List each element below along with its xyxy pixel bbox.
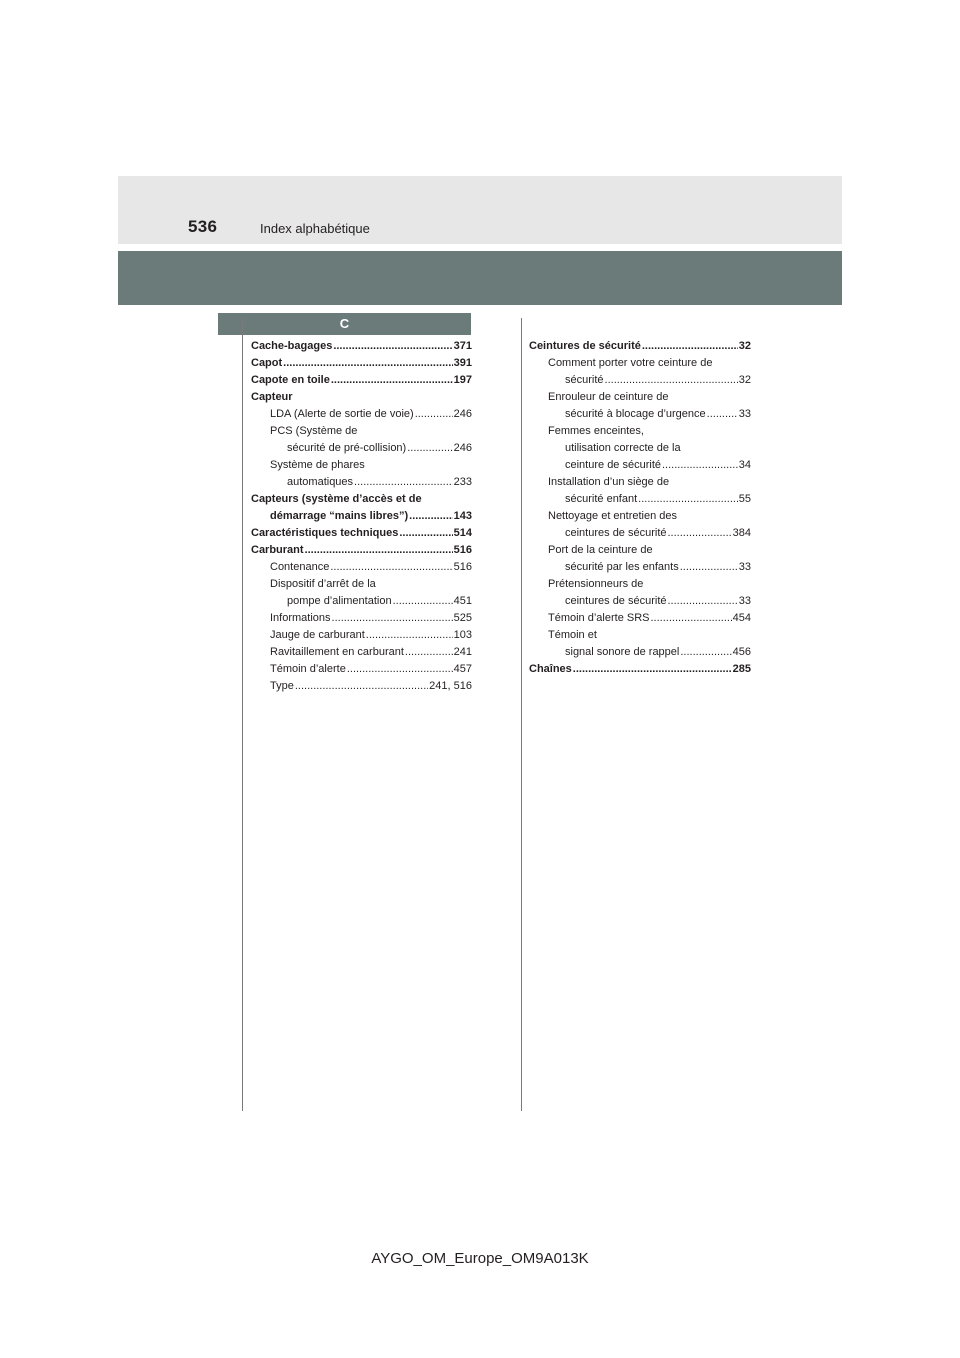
index-entry-page: 285 [732, 663, 751, 675]
index-entry-page: 384 [732, 527, 751, 539]
index-entry-page: 371 [453, 340, 472, 352]
index-entry-page: 241, 516 [429, 680, 472, 692]
index-column-right [529, 338, 751, 678]
index-entry-text: Témoin d’alerte [270, 663, 346, 675]
index-entry [251, 559, 472, 576]
index-entry-text: ceintures de sécurité [565, 595, 667, 607]
index-entry-text: pompe d’alimentation [287, 595, 392, 607]
index-entry-text: Ravitaillement en carburant [270, 646, 404, 658]
index-entry [529, 644, 751, 661]
dot-leader [573, 661, 732, 678]
index-entry [251, 389, 472, 406]
index-entry-text: Comment porter votre ceinture de [548, 357, 713, 369]
index-entry-text: Installation d’un siège de [548, 476, 670, 488]
index-entry-page: 516 [453, 561, 472, 573]
dot-leader [680, 644, 731, 661]
dot-leader [330, 559, 452, 576]
index-entry [529, 542, 751, 559]
dot-leader [638, 491, 738, 508]
dot-leader [668, 525, 732, 542]
index-entry-text: signal sonore de rappel [565, 646, 680, 658]
index-entry [529, 508, 751, 525]
index-letter-tab: C [218, 313, 471, 335]
index-entry [251, 542, 472, 559]
index-entry [251, 491, 472, 508]
index-entry [529, 661, 751, 678]
index-entry [251, 338, 472, 355]
index-entry-text: automatiques [287, 476, 354, 488]
index-entry-text: Carburant [251, 544, 304, 556]
index-entry-text: Témoin et [548, 629, 597, 641]
index-entry-text: Port de la ceinture de [548, 544, 653, 556]
index-entry-text: Capot [251, 357, 283, 369]
index-entry [251, 525, 472, 542]
dot-leader [354, 474, 453, 491]
section-title: Index alphabétique [260, 221, 370, 236]
index-entry-page: 32 [738, 374, 751, 386]
dot-leader [642, 338, 738, 355]
index-entry [529, 338, 751, 355]
index-entry-page: 246 [453, 442, 472, 454]
index-entry [251, 576, 472, 593]
index-entry [529, 576, 751, 593]
dot-leader [668, 593, 738, 610]
index-entry-page: 233 [453, 476, 472, 488]
index-entry-page: 516 [453, 544, 472, 556]
index-entry-text: Contenance [270, 561, 330, 573]
index-entry [251, 355, 472, 372]
index-entry [529, 372, 751, 389]
index-entry-page: 33 [738, 561, 751, 573]
index-entry-text: sécurité par les enfants [565, 561, 679, 573]
header-band [118, 176, 842, 244]
index-entry-text: Capote en toile [251, 374, 330, 386]
index-entry-text: démarrage “mains libres”) [270, 510, 409, 522]
index-entry-text: ceinture de sécurité [565, 459, 661, 471]
dot-leader [707, 406, 738, 423]
index-entry-page: 454 [732, 612, 751, 624]
index-entry [529, 423, 751, 440]
index-entry-page: 34 [738, 459, 751, 471]
index-entry [529, 559, 751, 576]
index-entry [529, 525, 751, 542]
index-entry [251, 508, 472, 525]
dot-leader [405, 644, 453, 661]
index-entry-text: Dispositif d’arrêt de la [270, 578, 376, 590]
dot-leader [347, 661, 453, 678]
dot-leader [366, 627, 453, 644]
index-entry [251, 423, 472, 440]
dot-leader [415, 406, 453, 423]
page-number: 536 [188, 217, 218, 236]
index-entry [251, 372, 472, 389]
index-entry [529, 474, 751, 491]
dot-leader [295, 678, 428, 695]
index-entry [251, 440, 472, 457]
index-entry-text: sécurité de pré-collision) [287, 442, 407, 454]
index-entry-page: 32 [738, 340, 751, 352]
index-entry-page: 246 [453, 408, 472, 420]
index-entry-text: sécurité [565, 374, 604, 386]
index-entry-text: Système de phares [270, 459, 365, 471]
index-entry-page: 514 [453, 527, 472, 539]
index-entry [251, 627, 472, 644]
index-entry [251, 610, 472, 627]
dot-leader [393, 593, 453, 610]
index-entry-page: 197 [453, 374, 472, 386]
index-entry-page: 241 [453, 646, 472, 658]
index-entry [529, 593, 751, 610]
dot-leader [651, 610, 732, 627]
index-entry-text: Informations [270, 612, 331, 624]
index-entry-text: ceintures de sécurité [565, 527, 667, 539]
index-entry [529, 389, 751, 406]
index-entry [251, 661, 472, 678]
index-entry [251, 457, 472, 474]
index-entry-page: 33 [738, 595, 751, 607]
index-entry-text: Caractéristiques techniques [251, 527, 399, 539]
index-entry-text: Capteur [251, 391, 293, 403]
index-entry [529, 355, 751, 372]
left-column-rule [242, 318, 243, 1111]
index-column-left [251, 338, 472, 695]
index-entry-text: sécurité à blocage d’urgence [565, 408, 706, 420]
index-entry-text: Cache-bagages [251, 340, 333, 352]
index-entry-text: Enrouleur de ceinture de [548, 391, 669, 403]
index-entry-text: Type [270, 680, 294, 692]
dot-leader [662, 457, 738, 474]
dot-leader [331, 372, 453, 389]
dot-leader [605, 372, 738, 389]
index-entry [529, 457, 751, 474]
index-entry [251, 474, 472, 491]
index-entry-text: PCS (Système de [270, 425, 358, 437]
dot-leader [283, 355, 452, 372]
index-entry-page: 55 [738, 493, 751, 505]
index-entry [529, 491, 751, 508]
index-entry [529, 627, 751, 644]
index-entry-text: sécurité enfant [565, 493, 638, 505]
dot-leader [399, 525, 452, 542]
index-entry-text: Chaînes [529, 663, 572, 675]
right-column-rule [521, 318, 522, 1111]
index-entry-text: utilisation correcte de la [565, 442, 681, 454]
dot-leader [409, 508, 452, 525]
index-entry-text: Nettoyage et entretien des [548, 510, 678, 522]
index-entry-text: Femmes enceintes, [548, 425, 644, 437]
index-entry-text: LDA (Alerte de sortie de voie) [270, 408, 414, 420]
index-entry [529, 406, 751, 423]
index-entry-text: Témoin d’alerte SRS [548, 612, 650, 624]
dot-leader [305, 542, 453, 559]
index-entry-text: Capteurs (système d’accès et de [251, 493, 422, 505]
index-entry-page: 456 [732, 646, 751, 658]
index-entry-page: 33 [738, 408, 751, 420]
index-entry-page: 451 [453, 595, 472, 607]
index-entry-page: 525 [453, 612, 472, 624]
index-entry [529, 440, 751, 457]
index-entry [529, 610, 751, 627]
index-entry-text: Ceintures de sécurité [529, 340, 641, 352]
index-entry [251, 593, 472, 610]
title-bar [118, 251, 842, 305]
index-entry [251, 406, 472, 423]
index-entry-text: Jauge de carburant [270, 629, 365, 641]
dot-leader [333, 338, 452, 355]
document-code: AYGO_OM_Europe_OM9A013K [371, 1250, 589, 1267]
dot-leader [332, 610, 453, 627]
dot-leader [680, 559, 738, 576]
index-entry-page: 391 [453, 357, 472, 369]
index-entry-text: Prétensionneurs de [548, 578, 644, 590]
index-entry-page: 143 [453, 510, 472, 522]
index-entry [251, 644, 472, 661]
index-entry [251, 678, 472, 695]
dot-leader [407, 440, 452, 457]
index-entry-page: 457 [453, 663, 472, 675]
index-entry-page: 103 [453, 629, 472, 641]
